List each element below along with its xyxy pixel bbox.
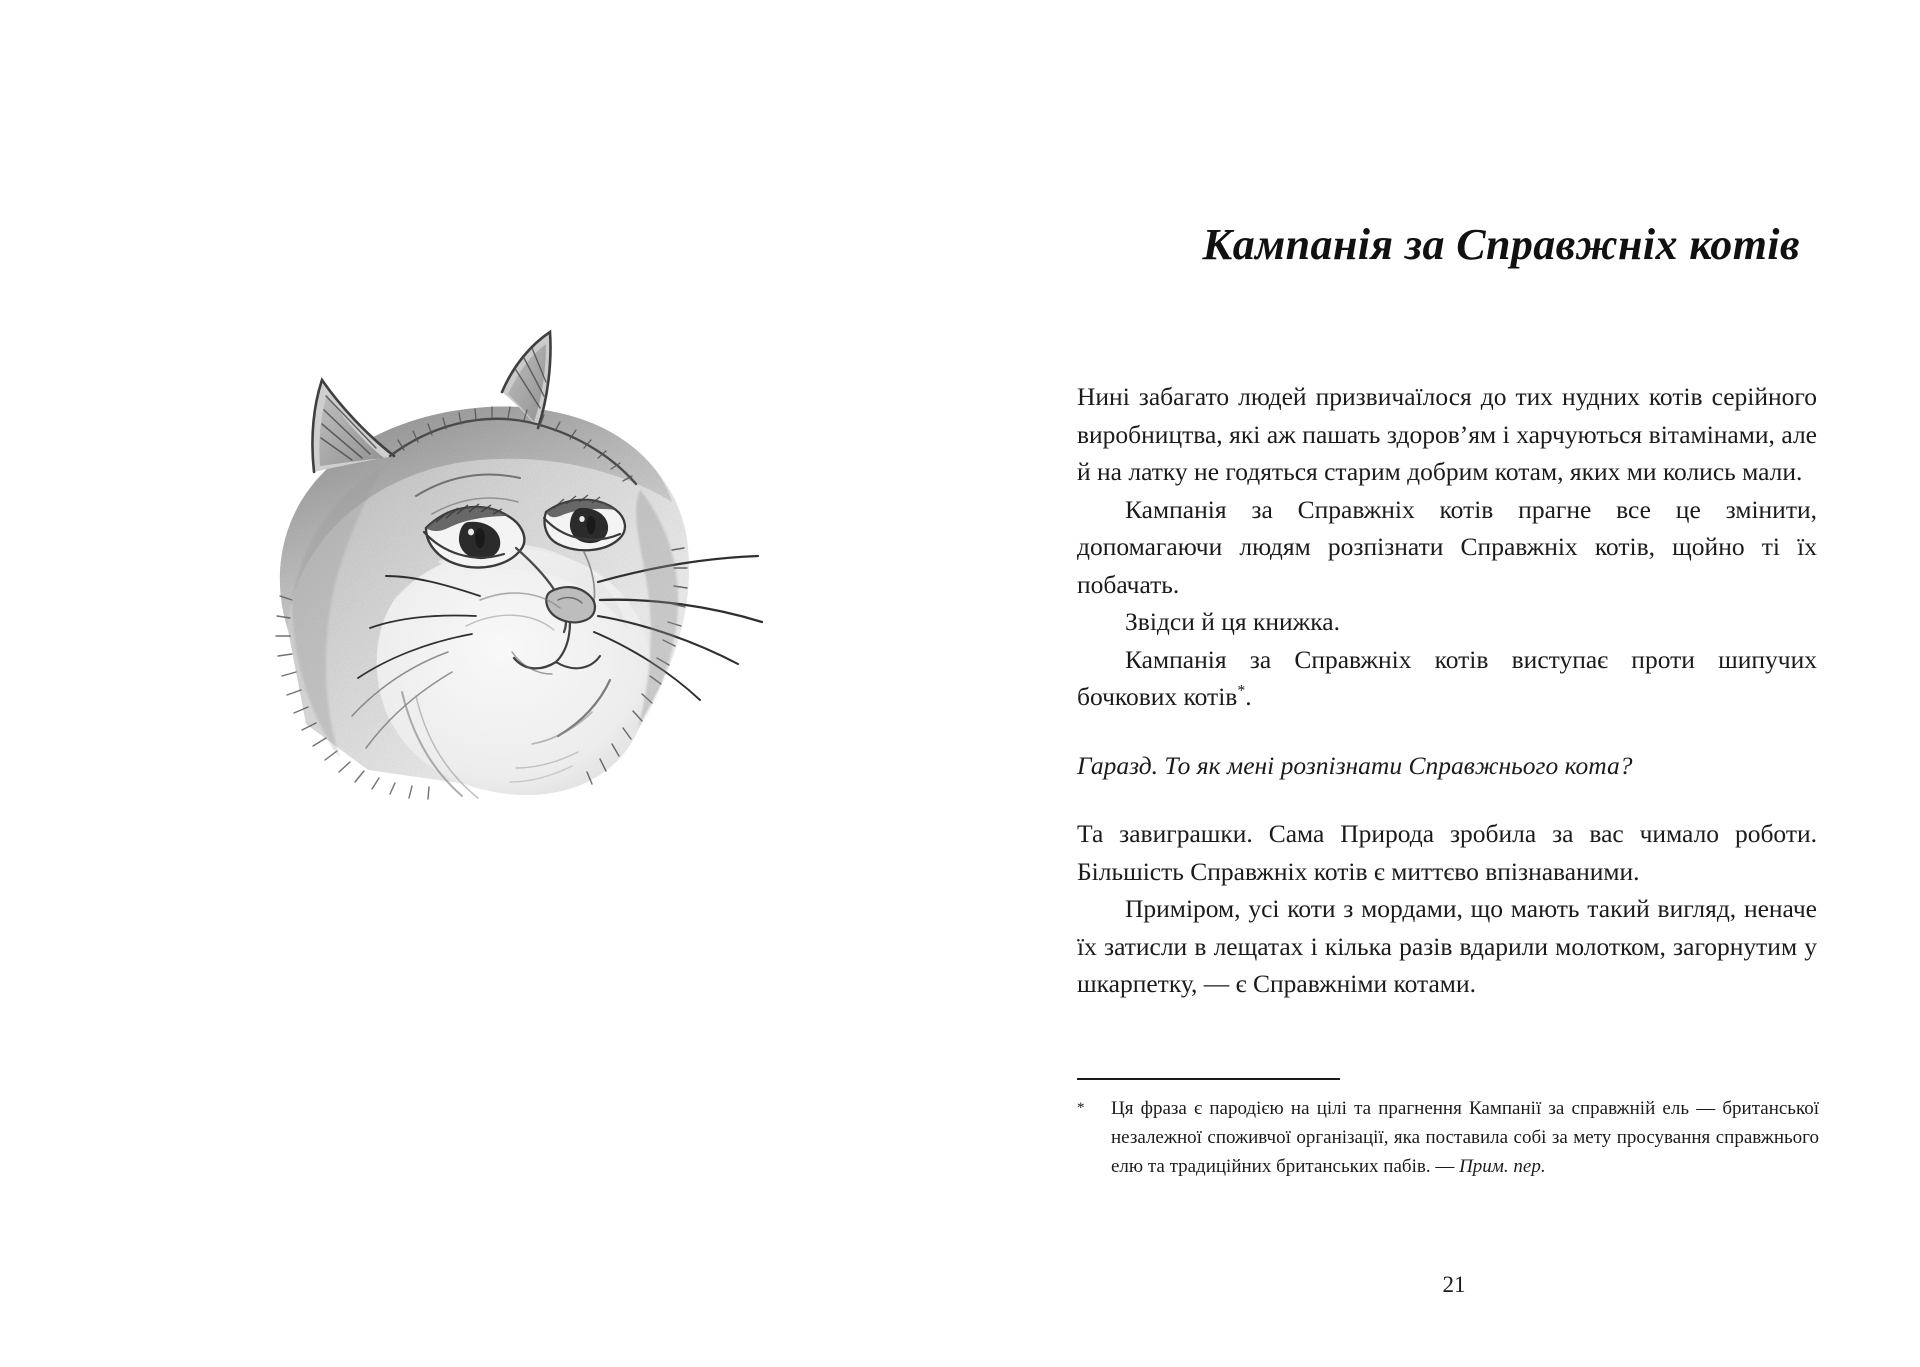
paragraph-1: Нині забагато людей призвичаїлося до тих нудних котів серійного виробництва, які аж пашать здоров’ям і харчуються вітамінами, але й на латку не годяться старим добрим котам, яких ми колись мали. — [1077, 382, 1817, 486]
footnote-text-attribution: Прим. пер. — [1459, 1156, 1546, 1177]
footnote-block — [1077, 1078, 1819, 1181]
page-number — [960, 1272, 1920, 1298]
paragraph-3: Звідси й ця книжка. — [1125, 607, 1340, 636]
footnote-marker: * — [1077, 1100, 1085, 1116]
body-text — [1077, 378, 1817, 1003]
cat-illustration-svg — [180, 300, 820, 820]
right-page — [960, 0, 1920, 1367]
paragraph-2: Кампанія за Справжніх котів прагне все це змінити, допомагаючи людям розпізнати Справжніх котів, щойно ті їх побачать. — [1077, 494, 1817, 599]
paragraph-6: Приміром, усі коти з мордами, що мають такий вигляд, неначе їх затисли в лещатах і кілька разів вдарили молотком, загорнутим у шкарпетку, — є Справжніми котами. — [1077, 894, 1817, 998]
paragraph-4 — [1077, 641, 1817, 716]
footnote-separator-rule — [1077, 1078, 1340, 1080]
footnote-text-main: Ця фраза є пародією на цілі та прагнення Кампанії за справжній ель — британської незалежної споживчої організації, яка поставила собі за мету просування справжнього елю та традиційних британських пабів. — — [1111, 1098, 1819, 1177]
cat-illustration — [180, 300, 820, 820]
footnote-text — [1111, 1094, 1819, 1181]
footnote-reference-marker[interactable]: * — [1237, 682, 1246, 700]
paragraph-4-text: Кампанія за Справжніх котів виступає проти шипучих бочкових котів — [1077, 644, 1817, 711]
paragraph-5: Та завиграшки. Сама Природа зробила за вас чимало роботи. Більшість Справжніх котів є миттєво впізнаваними. — [1077, 819, 1817, 886]
question-line: Гаразд. То як мені розпізнати Справжнього кота? — [1077, 750, 1633, 780]
chapter-title: Кампанія за Справжніх котів — [1202, 220, 1800, 270]
paragraph-4-period: . — [1245, 682, 1252, 711]
footnote-content — [1077, 1094, 1819, 1181]
page-number-value: 21 — [1442, 1272, 1466, 1297]
